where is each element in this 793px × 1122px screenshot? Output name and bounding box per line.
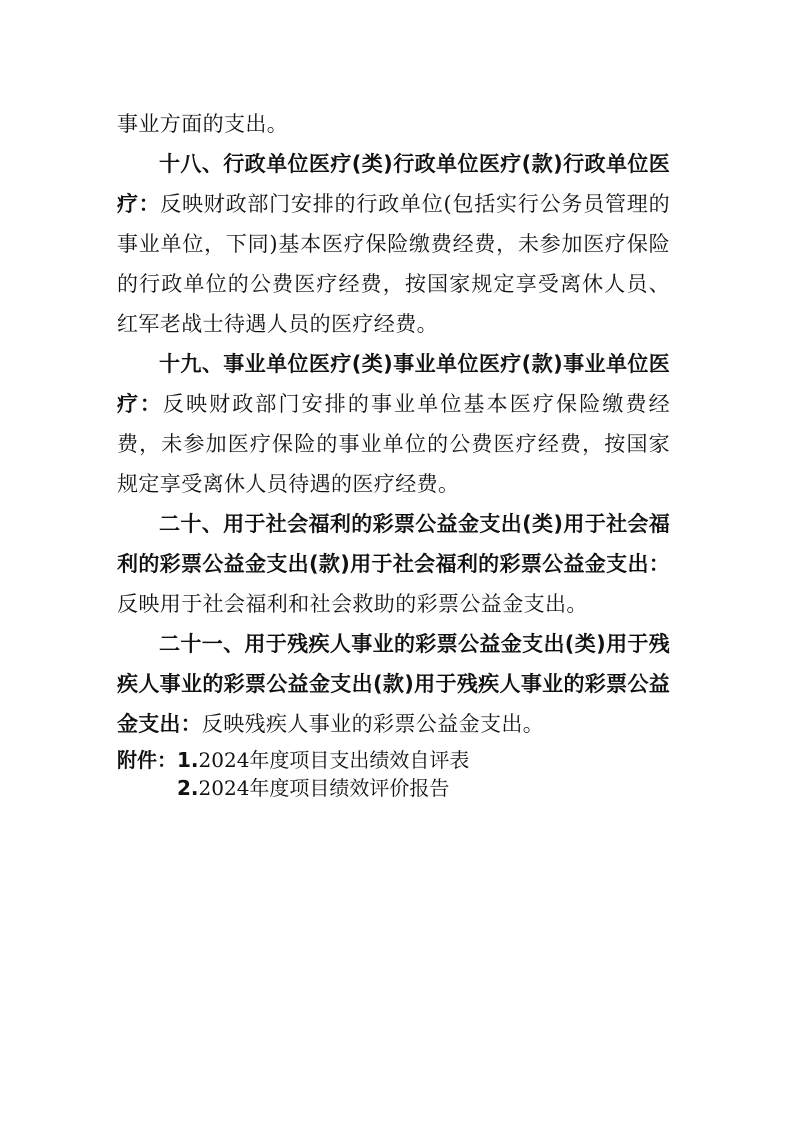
- attachments-label: 附件：: [117, 748, 177, 772]
- paragraph-text: 反映残疾人事业的彩票公益金支出。: [201, 712, 545, 736]
- paragraph-item-19: [117, 344, 670, 504]
- paragraph-heading: 十九、事业单位医疗(类)事业单位医疗(款)事业单位医疗：: [117, 352, 670, 416]
- attachment-title: 2024年度项目支出绩效自评表: [198, 748, 470, 772]
- attachment-title: 2024年度项目绩效评价报告: [198, 776, 450, 800]
- paragraph-text: 事业方面的支出。: [117, 112, 289, 136]
- paragraph-heading: 十八、行政单位医疗(类)行政单位医疗(款)行政单位医疗：: [117, 152, 670, 216]
- paragraph-text: 反映用于社会福利和社会救助的彩票公益金支出。: [117, 592, 588, 616]
- attachment-row-2: [117, 774, 670, 802]
- paragraph-item-21: [117, 624, 670, 744]
- paragraph-item-20: [117, 504, 670, 624]
- paragraph-item-18: [117, 144, 670, 344]
- paragraph-text: 反映财政部门安排的行政单位(包括实行公务员管理的事业单位，下同)基本医疗保险缴费经费，未参加医疗保险的行政单位的公费医疗经费，按国家规定享受离休人员、红军老战士待遇人员的医疗经费。: [117, 192, 670, 336]
- attachment-row-1: [117, 746, 670, 774]
- attachment-number: 1.: [177, 748, 199, 772]
- paragraph-heading: 二十、用于社会福利的彩票公益金支出(类)用于社会福利的彩票公益金支出(款)用于社会福利的彩票公益金支出：: [117, 512, 670, 576]
- attachment-number: 2.: [177, 776, 199, 800]
- paragraph-continuation: [117, 104, 670, 144]
- document-body: [117, 104, 670, 744]
- attachments-list: [117, 746, 670, 802]
- paragraph-text: 反映财政部门安排的事业单位基本医疗保险缴费经费，未参加医疗保险的事业单位的公费医疗经费，按国家规定享受离休人员待遇的医疗经费。: [117, 392, 670, 496]
- paragraph-heading: 二十一、用于残疾人事业的彩票公益金支出(类)用于残疾人事业的彩票公益金支出(款)用于残疾人事业的彩票公益金支出：: [117, 632, 670, 736]
